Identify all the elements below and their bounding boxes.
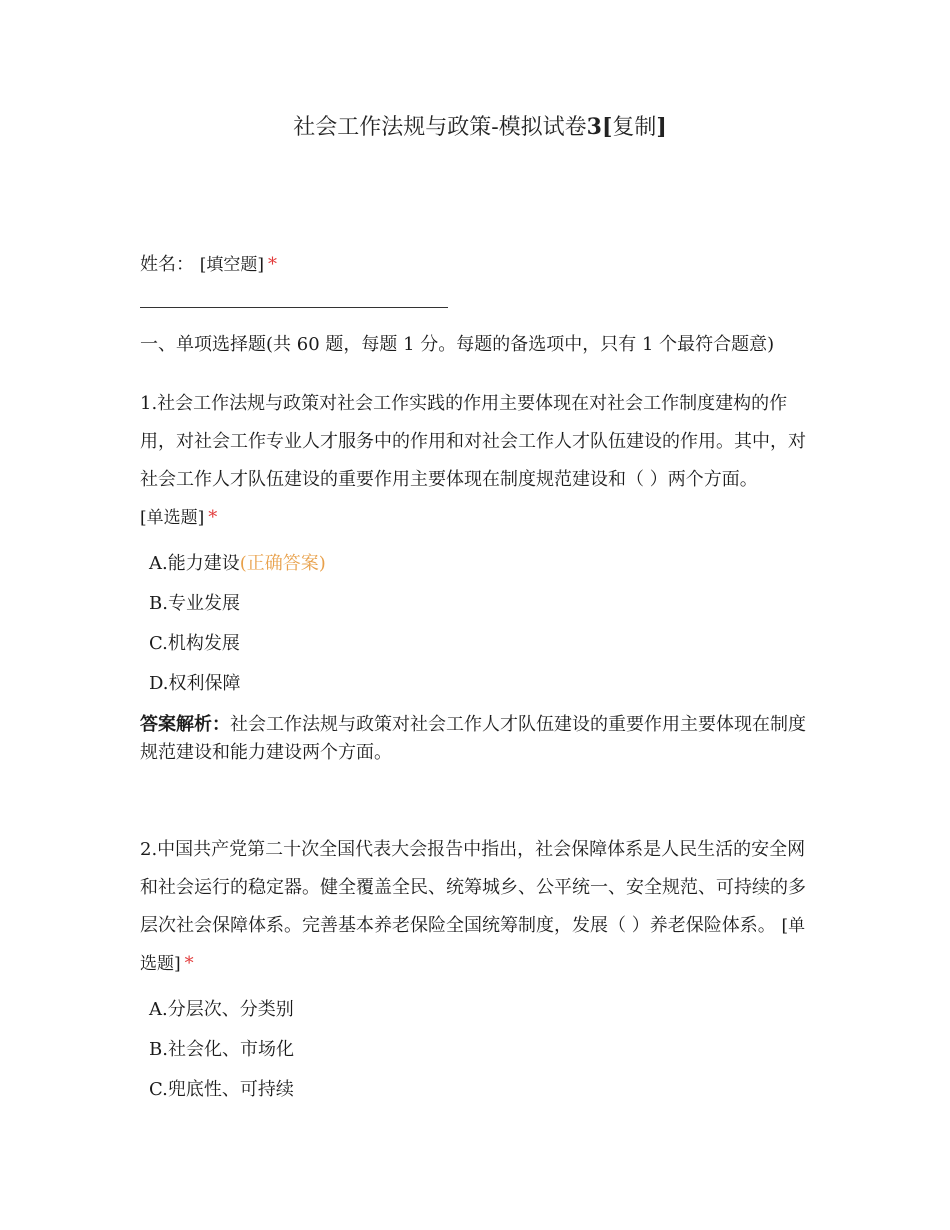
section-heading: 一、单项选择题(共 60 题，每题 1 分。每题的备选项中，只有 1 个最符合题意) (140, 334, 775, 355)
option-label: D.权利保障 (149, 673, 241, 694)
question-stem: 2.中国共产党第二十次全国代表大会报告中指出，社会保障体系是人民生活的安全网和社会运行的稳定器。健全覆盖全民、统筹城乡、公平统一、安全规范、可持续的多层次社会保障体系。完善基本养老保险全国统筹制度，发展（ ）养老保险体系。 (140, 839, 806, 936)
analysis-text: 社会工作法规与政策对社会工作人才队伍建设的重要作用主要体现在制度规范建设和能力建设两个方面。 (140, 714, 806, 763)
option-label: A.分层次、分类别 (149, 999, 294, 1020)
option-b[interactable] (149, 584, 326, 624)
option-c[interactable] (149, 624, 326, 664)
question-1-options (149, 544, 326, 704)
title-main: 社会工作法规与政策-模拟试卷 (293, 115, 587, 140)
question-2-options (149, 990, 294, 1110)
answer-analysis (140, 711, 820, 767)
required-mark: * (184, 953, 194, 974)
option-label: C.机构发展 (149, 633, 240, 654)
question-1 (140, 385, 820, 537)
name-question (140, 252, 277, 278)
required-mark: * (208, 507, 218, 528)
option-b[interactable] (149, 1030, 294, 1070)
correct-answer-badge: (正确答案) (239, 553, 326, 574)
option-c[interactable] (149, 1070, 294, 1110)
option-label: A.能力建设 (149, 553, 240, 574)
name-label: 姓名： (140, 254, 194, 275)
question-stem: 1.社会工作法规与政策对社会工作实践的作用主要体现在对社会工作制度建构的作用，对社会工作专业人才服务中的作用和对社会工作人才队伍建设的作用。其中，对社会工作人才队伍建设的重要作用主要体现在制度规范建设和（ ）两个方面。 (140, 393, 806, 490)
option-label: B.社会化、市场化 (149, 1039, 294, 1060)
option-d[interactable] (149, 664, 326, 704)
analysis-label: 答案解析： (140, 714, 230, 735)
title-number: 3[ (586, 114, 613, 140)
option-a[interactable] (149, 544, 326, 584)
option-label: B.专业发展 (149, 593, 240, 614)
title-suffix: 复制 (612, 115, 657, 140)
page-title (140, 112, 820, 143)
question-2 (140, 831, 820, 983)
required-mark: * (268, 254, 277, 275)
question-type-tag: [单选题] (140, 916, 806, 974)
title-close: ] (656, 114, 667, 140)
name-input-line[interactable] (140, 307, 448, 308)
option-label: C.兜底性、可持续 (149, 1079, 294, 1100)
question-type-tag: [单选题] (140, 508, 205, 528)
question-type-tag: [填空题] (199, 255, 264, 275)
option-a[interactable] (149, 990, 294, 1030)
